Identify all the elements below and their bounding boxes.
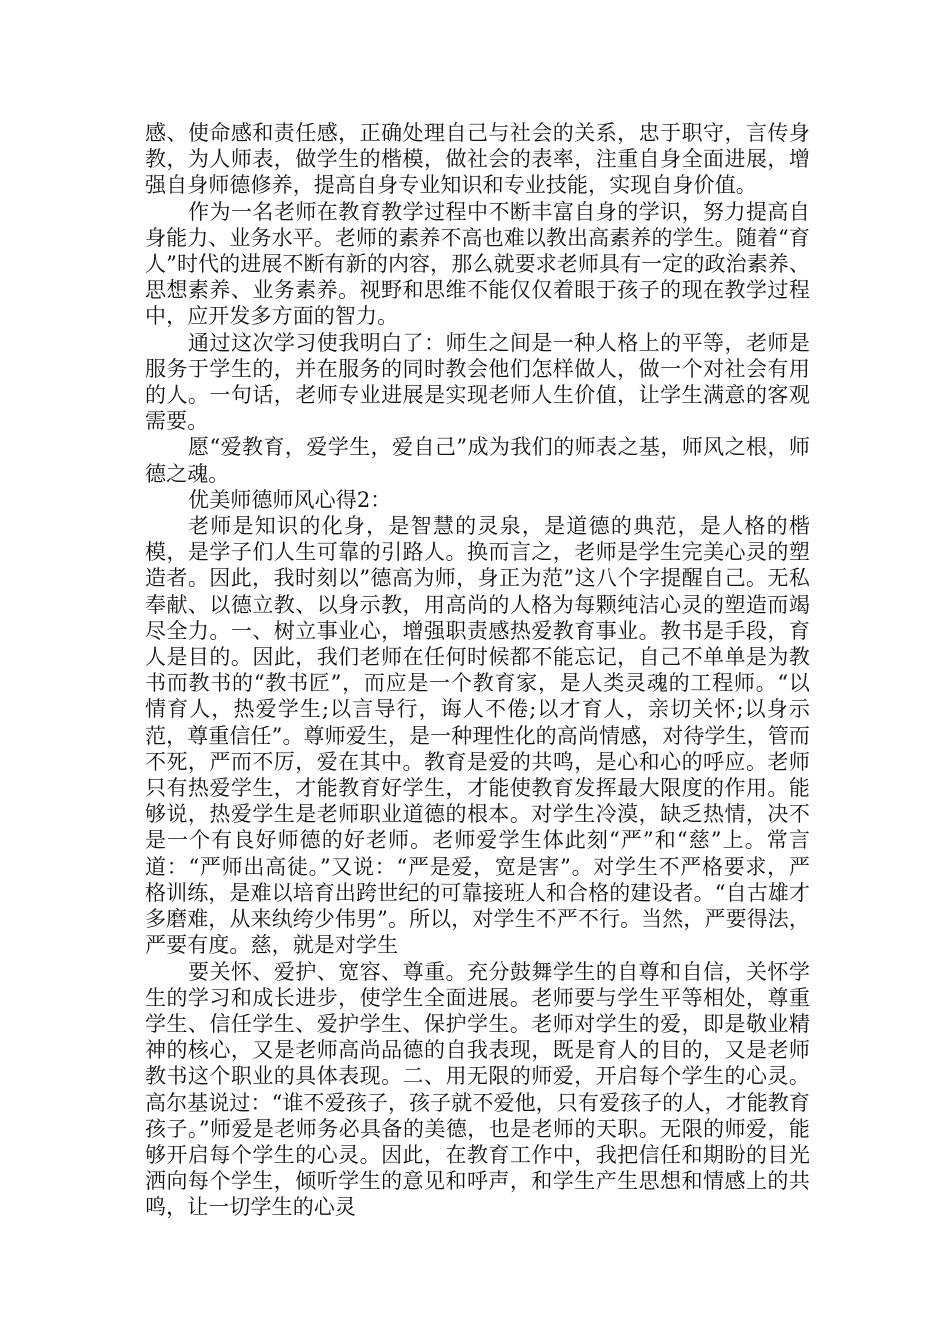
paragraph-3: 通过这次学习使我明白了：师生之间是一种人格上的平等，老师是服务于学生的，并在服务的同时教会他们怎样做人，做一个对社会有用的人。一句话，老师专业进展是实现老师人生价值，让学生满意的客观需要。: [145, 330, 810, 434]
section-heading: 优美师德师风心得2：: [188, 487, 392, 512]
paragraph-5: 老师是知识的化身，是智慧的灵泉，是道德的典范，是人格的楷模，是学子们人生可靠的引路人。换而言之，老师是学生完美心灵的塑造者。因此，我时刻以”德高为师，身正为范”这八个字提醒自己。无私奉献、以德立教、以身示教，用高尚的人格为每颗纯洁心灵的塑造而竭尽全力。一、树立事业心，增强职责感热爱教育事业。教书是手段，育人是目的。因此，我们老师在任何时候都不能忘记，自己不单单是为教书而教书的“教书匠”，而应是一个教育家，是人类灵魂的工程师。“以情育人，热爱学生;以言导行，诲人不倦;以才育人，亲切关怀;以身示范，尊重信任”。尊师爱生，是一种理性化的高尚情感，对待学生，管而不死，严而不厉，爱在其中。教育是爱的共鸣，是心和心的呼应。老师只有热爱学生，才能教育好学生，才能使教育发挥最大限度的作用。能够说，热爱学生是老师职业道德的根本。对学生冷漠，缺乏热情，决不是一个有良好师德的好老师。老师爱学生体此刻“严”和“慈”上。常言道：“严师出高徒。”又说：“严是爱，宽是害”。对学生不严格要求，严格训练，是难以培育出跨世纪的可靠接班人和合格的建设者。“自古雄才多磨难，从来纨绔少伟男”。所以，对学生不严不行。当然，严要得法，严要有度。慈，就是对学生: [145, 514, 810, 958]
paragraph-1: 感、使命感和责任感，正确处理自己与社会的关系，忠于职守，言传身教，为人师表，做学生的楷模，做社会的表率，注重自身全面进展，增强自身师德修养，提高自身专业知识和专业技能，实现自身价值。: [145, 121, 810, 198]
paragraph-4: 愿“爱教育，爱学生，爱自己”成为我们的师表之基，师风之根，师德之魂。: [145, 435, 810, 486]
paragraph-2: 作为一名老师在教育教学过程中不断丰富自身的学识，努力提高自身能力、业务水平。老师的素养不高也难以教出高素养的学生。随着“育人”时代的进展不断有新的内容，那么就要求老师具有一定的政治素养、思想素养、业务素养。视野和思维不能仅仅着眼于孩子的现在教学过程中，应开发多方面的智力。: [145, 199, 810, 329]
paragraph-6: 要关怀、爱护、宽容、尊重。充分鼓舞学生的自尊和自信，关怀学生的学习和成长进步，使学生全面进展。老师要与学生平等相处，尊重学生、信任学生、爱护学生、保护学生。老师对学生的爱，即是敬业精神的核心，又是老师高尚品德的自我表现，既是育人的目的，又是老师教书这个职业的具体表现。二、用无限的师爱，开启每个学生的心灵。高尔基说过：“谁不爱孩子，孩子就不爱他，只有爱孩子的人，才能教育孩子。”师爱是老师务必具备的美德，也是老师的天职。无限的师爱，能够开启每个学生的心灵。因此，在教育工作中，我把信任和期盼的目光洒向每个学生，倾听学生的意见和呼声，和学生产生思想和情感上的共鸣，让一切学生的心灵: [145, 959, 810, 1220]
document-body: [145, 120, 810, 1221]
